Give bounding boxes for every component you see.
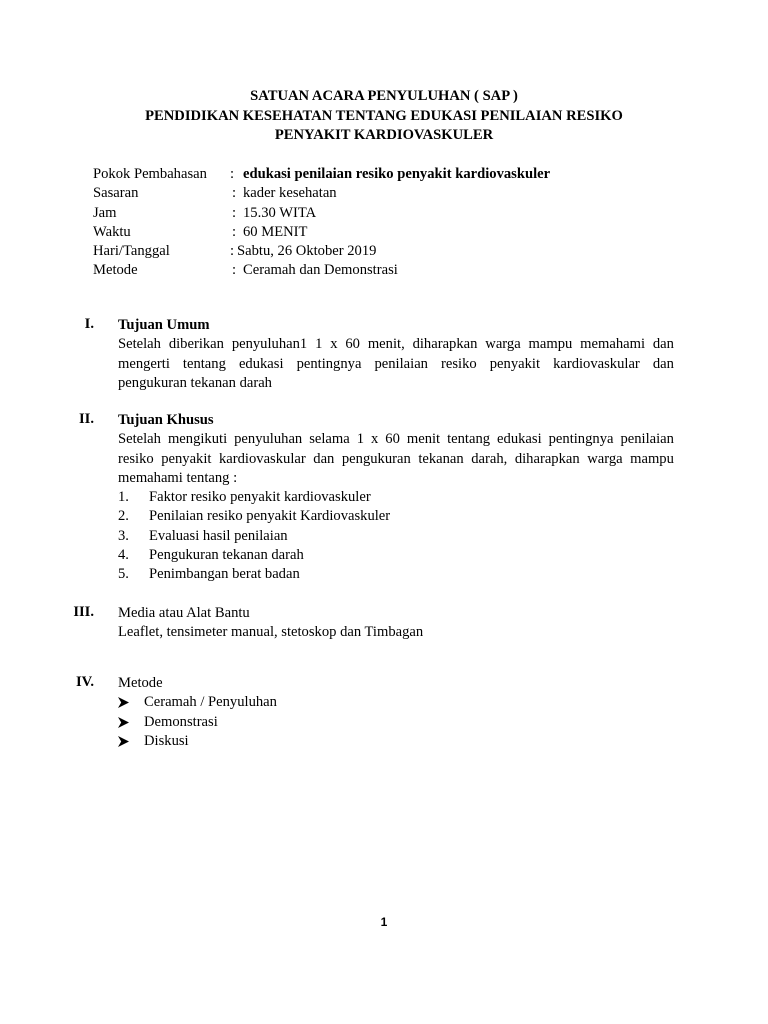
word: pentingnya [548, 431, 614, 448]
word: penyakit [489, 355, 541, 372]
word: 1 [315, 336, 323, 353]
list-number: 4. [118, 547, 129, 564]
word: pentingnya [296, 355, 362, 372]
list-text: Penilaian resiko penyakit Kardiovaskuler [149, 508, 391, 525]
paragraph-line: Leaflet, tensimeter manual, stetoskop dan Timbagan [118, 624, 424, 641]
info-label: Pokok Pembahasan [93, 166, 207, 182]
word: x [330, 336, 338, 353]
section-body [118, 316, 674, 393]
list-text: Evaluasi hasil penilaian [149, 527, 288, 544]
word: resiko [118, 450, 154, 467]
word: penyuluhan1 [231, 336, 308, 353]
section-numeral: I. [84, 316, 94, 332]
word: warga [485, 336, 521, 353]
word: memahami [580, 336, 646, 353]
bullet-item [118, 732, 674, 751]
section-body [118, 604, 674, 643]
word: tentang [182, 355, 226, 372]
arrow-bullet-icon [118, 693, 132, 712]
word: mengikuti [167, 431, 228, 448]
word: penyakit [161, 450, 212, 467]
section-numeral: III. [73, 604, 94, 620]
document-title-line-1: SATUAN ACARA PENYULUHAN ( SAP ) [250, 88, 518, 104]
list-number: 3. [118, 527, 129, 544]
info-value: Sabtu, 26 Oktober 2019 [237, 243, 377, 260]
paragraph-line [118, 430, 674, 449]
word: diharapkan [514, 450, 580, 467]
paragraph-line [118, 335, 674, 354]
section-heading: Media atau Alat Bantu [118, 605, 250, 621]
list-item [118, 527, 674, 546]
word: mengerti [118, 355, 170, 372]
info-value: Ceramah dan Demonstrasi [243, 262, 398, 279]
word: penilaian [374, 355, 428, 372]
word: 60 [345, 336, 360, 353]
info-value: kader kesehatan [243, 185, 337, 202]
info-value: edukasi penilaian resiko penyakit kardiovaskuler [243, 166, 551, 182]
section-body [118, 411, 674, 585]
list-item [118, 488, 674, 507]
word: resiko [441, 355, 477, 372]
section-heading: Tujuan Umum [118, 317, 210, 333]
info-colon: : [232, 204, 237, 221]
section-numeral: IV. [76, 674, 94, 690]
word: kardiovaskular [553, 355, 640, 372]
word: dan [652, 336, 674, 353]
arrow-bullet-icon [118, 713, 132, 732]
word: menit, [367, 336, 405, 353]
paragraph-line [118, 450, 674, 469]
section-body [118, 674, 674, 751]
info-colon: : [230, 166, 235, 182]
list-text: Penimbangan berat badan [149, 566, 300, 583]
list-number: 1. [118, 489, 129, 506]
word: 60 [385, 431, 400, 448]
word: menit [406, 431, 441, 448]
list-item [118, 546, 674, 565]
paragraph-line [118, 355, 674, 374]
word: tekanan [418, 450, 464, 467]
info-label: Jam [93, 204, 117, 221]
word: Setelah [118, 431, 161, 448]
section-heading: Metode [118, 675, 163, 691]
section-heading: Tujuan Khusus [118, 412, 214, 428]
page-number: 1 [380, 915, 388, 929]
info-colon: : [230, 243, 235, 260]
bullet-item [118, 693, 674, 712]
list-text: Faktor resiko penyakit kardiovaskuler [149, 489, 371, 506]
arrow-bullet-icon [118, 732, 132, 751]
info-label: Sasaran [93, 185, 139, 202]
paragraph-line: pengukuran tekanan darah [118, 374, 272, 391]
list-number: 2. [118, 508, 129, 525]
word: tentang [447, 431, 491, 448]
word: darah, [471, 450, 508, 467]
info-colon: : [232, 262, 237, 279]
word: penilaian [620, 431, 674, 448]
info-colon: : [232, 223, 237, 240]
list-number: 5. [118, 566, 129, 583]
bullet-text: Ceramah / Penyuluhan [144, 694, 277, 711]
info-label: Hari/Tanggal [93, 243, 170, 260]
word: dan [652, 355, 674, 372]
info-colon: : [232, 185, 237, 202]
info-value: 15.30 WITA [243, 204, 317, 221]
word: 1 [356, 431, 365, 448]
word: dan [313, 450, 335, 467]
word: pengukuran [341, 450, 411, 467]
word: warga [587, 450, 623, 467]
word: Setelah [118, 336, 161, 353]
bullet-item [118, 713, 674, 732]
word: diberikan [168, 336, 224, 353]
list-text: Pengukuran tekanan darah [149, 547, 304, 564]
bullet-text: Demonstrasi [144, 713, 218, 730]
document-title-line-3: PENYAKIT KARDIOVASKULER [274, 127, 494, 143]
word: selama [309, 431, 350, 448]
info-value: 60 MENIT [243, 223, 308, 240]
paragraph-line: memahami tentang : [118, 469, 238, 486]
list-item [118, 507, 674, 526]
word: edukasi [238, 355, 284, 372]
section-numeral: II. [78, 411, 94, 427]
bullet-text: Diskusi [144, 732, 189, 749]
word: x [371, 431, 379, 448]
word: edukasi [497, 431, 542, 448]
word: mampu [630, 450, 674, 467]
info-label: Metode [93, 262, 138, 279]
word: kardiovaskular [219, 450, 306, 467]
info-label: Waktu [93, 223, 131, 240]
list-item [118, 565, 674, 584]
word: penyuluhan [234, 431, 303, 448]
document-title-line-2: PENDIDIKAN KESEHATAN TENTANG EDUKASI PENILAIAN RESIKO [145, 108, 623, 124]
word: diharapkan [412, 336, 478, 353]
word: mampu [528, 336, 573, 353]
